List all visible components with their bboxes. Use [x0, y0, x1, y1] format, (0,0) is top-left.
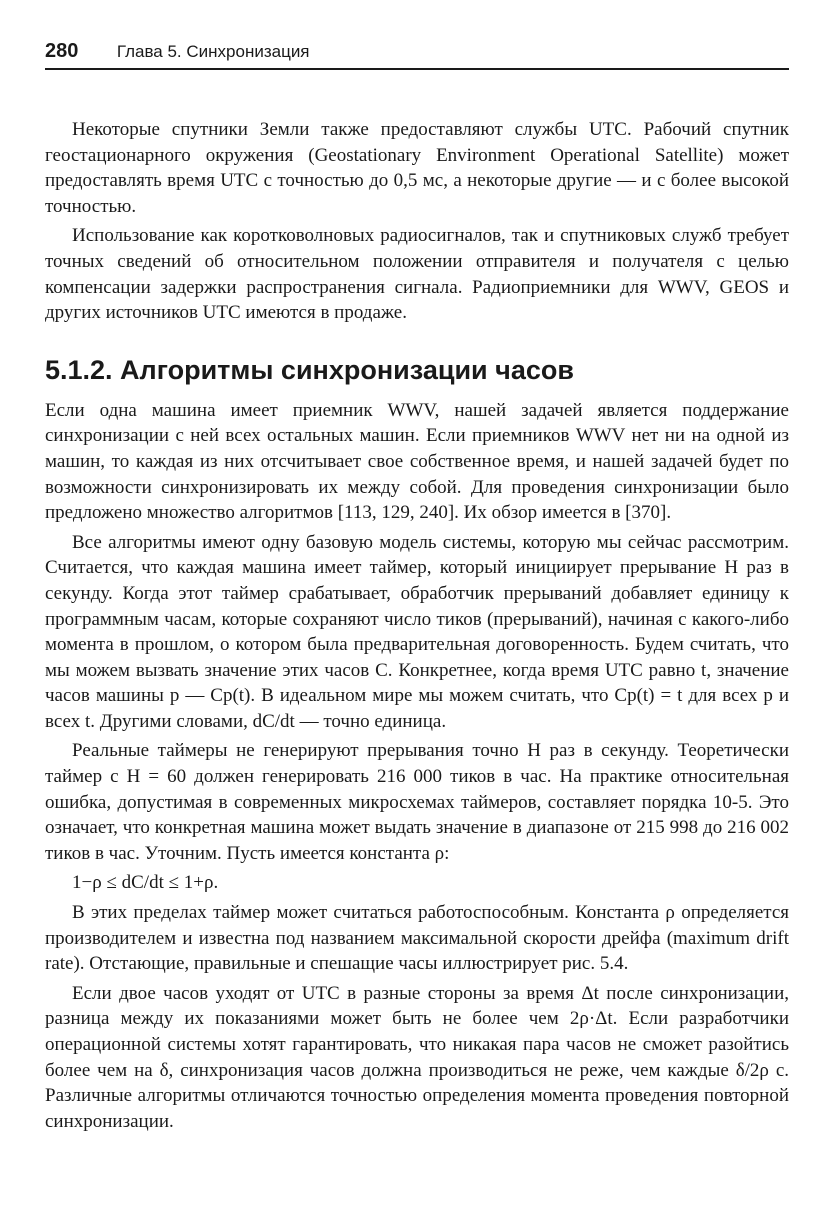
paragraph-drift-rate: В этих пределах таймер может считаться работоспособным. Константа ρ определяется производителем и известна под названием максимальной скорости дрейфа (maximum drift rate). Отстающие, правильные и спешащие часы иллюстрирует рис. 5.4. [45, 902, 789, 975]
paragraph-resync: Если двое часов уходят от UTC в разные стороны за время Δt после синхронизации, разница между их показаниями может быть не более чем 2ρ·Δt. Если разработчики операционной системы хотят гарантировать, что никакая пара часов не сможет разойтись более чем на δ, синхронизация часов должна производиться не реже, чем каждые δ/2ρ с. Различные алгоритмы отличаются точностью определения момента проведения повторной синхронизации. [45, 982, 789, 1132]
page-body [45, 117, 789, 1138]
paragraph-intro: Если одна машина имеет приемник WWV, нашей задачей является поддержание синхронизации с ней всех остальных машин. Если приемников WWV нет ни на одной из машин, то каждая из них отсчитывает свое собственное время, и нашей задачей будет по возможности синхронизировать их между собой. Для проведения синхронизации было предложено множество алгоритмов [113, 129, 240]. Их обзор имеется в [370]. [45, 399, 789, 524]
paragraph-satellites: Некоторые спутники Земли также предоставляют службы UTC. Рабочий спутник геостационарного окружения (Geostationary Environment Operational Satellite) может предоставлять время UTC с точностью до 0,5 мс, а некоторые другие — и с более высокой точностью. [45, 119, 789, 217]
paragraph-real-timers: Реальные таймеры не генерируют прерывания точно H раз в секунду. Теоретически таймер с H = 60 должен генерировать 216 000 тиков в час. На практике относительная ошибка, допустимая в современных микросхемах таймеров, составляет порядка 10-5. Это означает, что конкретная машина может выдать значение в диапазоне от 215 998 до 216 002 тиков в час. Уточним. Пусть имеется константа ρ: [45, 740, 789, 864]
running-header [45, 40, 789, 70]
paragraph-propagation: Использование как коротковолновых радиосигналов, так и спутниковых служб требует точных сведений об относительном положении отправителя и получателя с целью компенсации задержки распространения сигнала. Радиоприемники для WWV, GEOS и других источников UTC имеются в продаже. [45, 225, 789, 324]
page-number: 280 [45, 40, 79, 62]
drift-formula: 1−ρ ≤ dC/dt ≤ 1+ρ. [72, 872, 219, 894]
section-heading: 5.1.2. Алгоритмы синхронизации часов [45, 354, 574, 385]
paragraph-model: Все алгоритмы имеют одну базовую модель системы, которую мы сейчас рассмотрим. Считается, что каждая машина имеет таймер, который инициирует прерывание H раз в секунду. Когда этот таймер срабатывает, обработчик прерываний добавляет единицу к программным часам, которые сохраняют число тиков (прерываний), начиная с какого-либо момента в прошлом, о котором была предварительная договоренность. Будем считать, что мы можем вызвать значение этих часов C. Конкретнее, когда время UTC равно t, значение часов машины p — Cp(t). В идеальном мире мы можем считать, что Cp(t) = t для всех p и всех t. Другими словами, dC/dt — точно единица. [45, 531, 789, 732]
chapter-title: Глава 5. Синхронизация [116, 42, 310, 61]
